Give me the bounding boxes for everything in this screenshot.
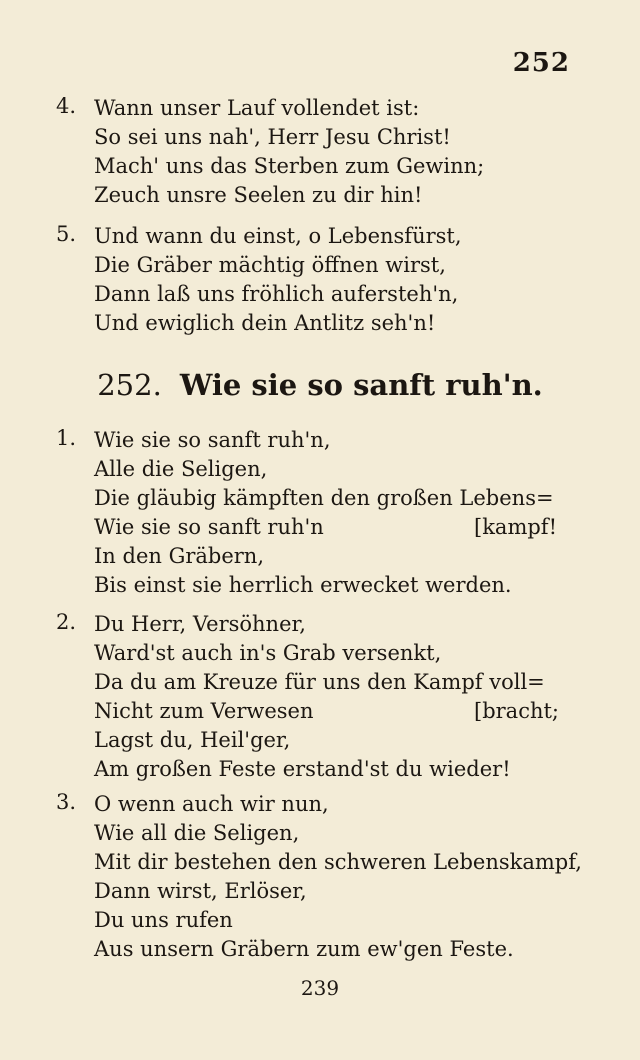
verse-line bbox=[94, 697, 576, 726]
verse-line: Die Gräber mächtig öffnen wirst, bbox=[94, 253, 446, 277]
running-hymn-number: 252 bbox=[512, 48, 570, 78]
verse-line: Lagst du, Heil'ger, bbox=[94, 728, 291, 752]
verse-line: Aus unsern Gräbern zum ew'gen Feste. bbox=[94, 937, 514, 961]
verse-line bbox=[94, 513, 576, 542]
verse-line-text: Nicht zum Verwesen bbox=[94, 699, 314, 723]
verse-line: Mit dir bestehen den schweren Lebenskampf, bbox=[94, 850, 582, 874]
hymn-stanza-1 bbox=[56, 426, 576, 600]
verse-line: O wenn auch wir nun, bbox=[94, 792, 329, 816]
verse-line: Du uns rufen bbox=[94, 908, 233, 932]
prev-stanza-4 bbox=[56, 94, 576, 210]
hymn-heading bbox=[0, 368, 640, 402]
verse-line: Zeuch unsre Seelen zu dir hin! bbox=[94, 183, 423, 207]
hymn-stanza-3 bbox=[56, 790, 582, 964]
stanza-number: 5. bbox=[56, 222, 77, 246]
verse-line: Du Herr, Versöhner, bbox=[94, 612, 306, 636]
verse-line: Und ewiglich dein Antlitz seh'n! bbox=[94, 311, 436, 335]
stanza-number: 2. bbox=[56, 610, 77, 634]
hymn-stanza-2 bbox=[56, 610, 576, 784]
page-number: 239 bbox=[300, 976, 340, 1000]
verse-line: Wie all die Seligen, bbox=[94, 821, 300, 845]
verse-line: Wann unser Lauf vollendet ist: bbox=[94, 96, 420, 120]
verse-line: Und wann du einst, o Lebensfürst, bbox=[94, 224, 462, 248]
verse-line: So sei uns nah', Herr Jesu Christ! bbox=[94, 125, 451, 149]
verse-line: Mach' uns das Sterben zum Gewinn; bbox=[94, 154, 485, 178]
verse-line: Bis einst sie herrlich erwecket werden. bbox=[94, 573, 512, 597]
verse-line: Dann wirst, Erlöser, bbox=[94, 879, 307, 903]
verse-line: Wie sie so sanft ruh'n, bbox=[94, 428, 331, 452]
stanza-number: 4. bbox=[56, 94, 77, 118]
stanza-number: 1. bbox=[56, 426, 77, 450]
hymn-title: Wie sie so sanft ruh'n. bbox=[179, 368, 543, 402]
stanza-number: 3. bbox=[56, 790, 77, 814]
verse-line: Die gläubig kämpften den großen Lebens= bbox=[94, 486, 554, 510]
verse-line: Dann laß uns fröhlich aufersteh'n, bbox=[94, 282, 459, 306]
verse-line: Da du am Kreuze für uns den Kampf voll= bbox=[94, 670, 545, 694]
verse-line: Am großen Feste erstand'st du wieder! bbox=[94, 757, 511, 781]
verse-line: In den Gräbern, bbox=[94, 544, 265, 568]
verse-line-carryover: [kampf! bbox=[474, 515, 558, 539]
verse-line: Ward'st auch in's Grab versenkt, bbox=[94, 641, 442, 665]
verse-line: Alle die Seligen, bbox=[94, 457, 268, 481]
hymn-number: 252. bbox=[97, 368, 162, 402]
verse-line-carryover: [bracht; bbox=[474, 699, 559, 723]
prev-stanza-5 bbox=[56, 222, 576, 338]
verse-line-text: Wie sie so sanft ruh'n bbox=[94, 515, 324, 539]
